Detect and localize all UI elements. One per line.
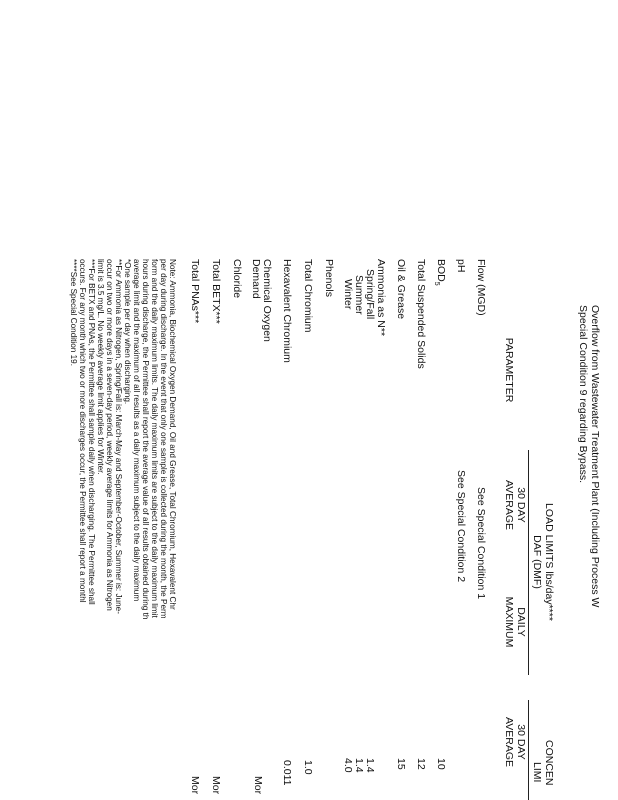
header-line-1: Overflow from Wastewater Treatment Plant (Including Process W [589, 305, 601, 608]
column-header-load-limits: LOAD LIMITS lbs/day**** [543, 503, 555, 621]
conc-value-spring-fall: 1.4 [364, 758, 376, 773]
note-line-11: occurs. For any month which two or more discharges occur, the Permittee shall report a monthl [78, 259, 87, 603]
conc-value-total-pnas: Mor [189, 776, 201, 795]
row-label-oil-grease: Oil & Grease [395, 259, 407, 320]
note-line-10: ***For BETX and PNAs, the Permittee shall sample daily when discharging. The Permittee shall [87, 259, 96, 605]
note-line-4: hours during discharge, the Permittee shall report the average value of all results obtained during th [141, 259, 150, 620]
column-header-load-daily-maximum: MAXIMUM [503, 596, 515, 648]
column-header-concentration-limits: LIMI [531, 762, 543, 783]
column-header-conc-30day: 30 DAY [515, 724, 527, 760]
note-line-5: average limit and the maximum of all results as a daily maximum subject to the daily maximum [132, 259, 141, 602]
conc-value-hexavalent-chromium: 0.011 [281, 760, 293, 786]
flow-special-condition: See Special Condition 1 [475, 487, 487, 600]
conc-value-bod: 10 [435, 758, 447, 770]
note-line-12: ****See Special Condition 19. [69, 259, 78, 366]
row-label-total-betx: Total BETX*** [210, 259, 222, 324]
note-line-6: *One sample per day when discharging. [123, 259, 132, 405]
row-label-hexavalent-chromium: Hexavalent Chromium [281, 259, 293, 363]
row-label-summer: Summer [353, 275, 365, 315]
ph-special-condition: See Special Condition 2 [455, 470, 467, 583]
load-limits-underline [528, 450, 529, 675]
conc-value-winter: 4.0 [342, 758, 354, 773]
row-label-tss: Total Suspended Solids [415, 259, 427, 369]
conc-value-total-chromium: 1.0 [302, 760, 314, 775]
column-header-load-30day: 30 DAY [515, 487, 527, 523]
column-header-parameter: PARAMETER [503, 337, 515, 403]
note-line-3: form and the daily maximum limits. The daily maximum limits are subject to the daily maximum limit [150, 259, 159, 618]
header-line-2: Special Condition 9 regarding Bypass. [577, 305, 589, 484]
row-label-phenols: Phenols [323, 259, 335, 297]
note-line-2: per day during discharge. In the event that only one sample is collected during the month, the Perm [159, 259, 168, 619]
row-label-ammonia: Ammonia as N** [375, 259, 387, 337]
bod-subscript: 5 [432, 281, 440, 286]
row-label-ph: pH [455, 259, 467, 273]
conc-value-cod: Mor [252, 776, 264, 795]
conc-value-total-betx: Mor [210, 776, 222, 795]
column-header-load-daily: DAILY [515, 607, 527, 637]
row-label-winter: Winter [342, 279, 354, 310]
row-label-chloride: Chloride [231, 259, 243, 299]
conc-value-oil-grease: 15 [395, 758, 407, 770]
row-label-total-chromium: Total Chromium [302, 259, 314, 333]
row-label-total-pnas: Total PNAs*** [189, 259, 201, 324]
conc-value-tss: 12 [415, 758, 427, 770]
note-line-1: Note: Ammonia, Biochemical Oxygen Demand, Oil and Grease, Total Chromium, Hexavalent Chr [168, 259, 177, 610]
row-label-bod: $BOD_5$ [432, 259, 447, 286]
row-label-cod-line-1: Chemical Oxygen [261, 259, 273, 342]
note-line-9: limit is 3.5 mg/L. No weekly average limit applies for Winter. [96, 259, 105, 475]
row-label-flow: Flow (MGD) [475, 259, 487, 316]
column-header-concentration: CONCEN [543, 740, 555, 786]
column-header-conc-30day-average: AVERAGE [503, 717, 515, 767]
note-line-8: occur on two or more days in a seven-day period, weekly average limits for Ammonia as Nitrogen [105, 259, 114, 611]
concentration-underline [528, 700, 529, 800]
column-header-load-limits-daf: DAF (DMF) [531, 535, 543, 589]
row-label-spring-fall: Spring/Fall [364, 269, 376, 320]
conc-value-summer: 1.4 [353, 758, 365, 773]
row-label-cod-line-2: Demand [250, 259, 262, 299]
note-line-7: **For Ammonia as Nitrogen, Spring/Fall is: March-May and September-October, Summer is: June- [114, 259, 123, 614]
column-header-load-30day-average: AVERAGE [503, 480, 515, 530]
